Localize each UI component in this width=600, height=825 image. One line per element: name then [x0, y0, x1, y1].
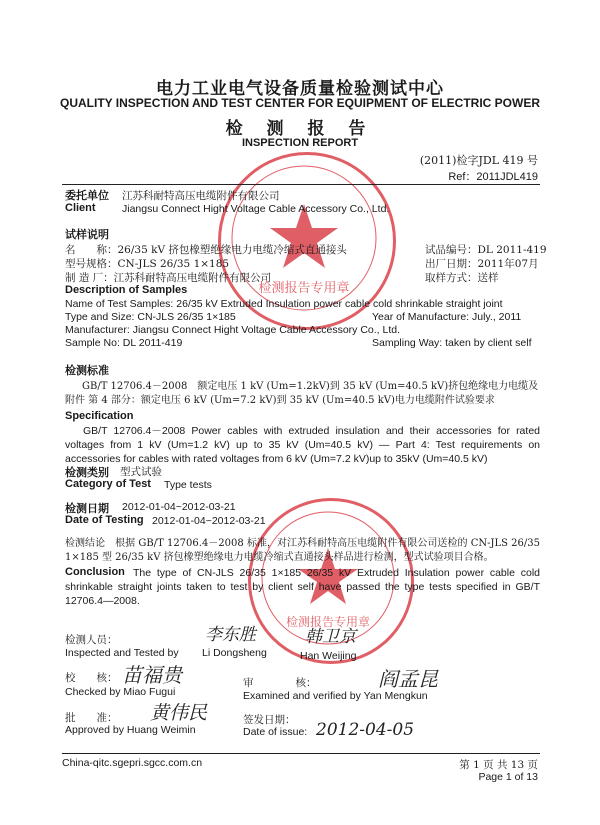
- conclusion-label-en: Conclusion: [65, 566, 125, 578]
- center-title-en: QUALITY INSPECTION AND TEST CENTER FOR EQUIPMENT OF ELECTRIC POWER: [59, 96, 541, 110]
- sample-type-cn: 型号规格：CN-JLS 26/35 1×185: [65, 258, 230, 270]
- client-label-en: Client: [65, 202, 96, 214]
- testing-date-value-cn: 2012-01-04~2012-03-21: [122, 501, 236, 513]
- inspector1-name: Li Dongsheng: [202, 647, 267, 659]
- examined-label-cn: 审 核：: [243, 677, 317, 689]
- checked-label-cn: 校 核：: [65, 672, 118, 684]
- testing-date-value-en: 2012-01-04~2012-03-21: [152, 515, 266, 527]
- approved-label-cn: 批 准：: [65, 712, 118, 724]
- category-label-en: Category of Test: [65, 478, 151, 490]
- reference-number-cn: (2011)检字JDL 419 号: [419, 154, 538, 167]
- category-label-cn: 检测类别: [65, 466, 109, 479]
- sample-number-en: Sample No: DL 2011-419: [65, 337, 183, 349]
- reference-number-en: Ref：2011JDL419: [448, 171, 538, 183]
- svg-text:检测报告专用章: 检测报告专用章: [258, 281, 350, 296]
- standard-heading-cn: 检测标准: [65, 364, 109, 377]
- testing-date-label-en: Date of Testing: [65, 514, 144, 526]
- samples-heading-en: Description of Samples: [65, 284, 188, 296]
- client-value-cn: 江苏科耐特高压电缆附件有限公司: [122, 190, 280, 202]
- conclusion-text-en: The type of CN-JLS 26/35 1×185 26/35 kV Extruded Insulation power cable cold shrinkable straight joints taken to test by client self have passed the type tests specified in GB/T 12706.4—2008.: [65, 567, 540, 607]
- sample-name-cn: 名 称：26/35 kV 挤包橡塑绝缘电力电缆冷缩式直通接头: [65, 244, 347, 256]
- sampling-way-cn: 取样方式：送样: [425, 272, 499, 284]
- sample-name-en: Name of Test Samples: 26/35 kV Extruded Insulation power cable cold shrinkable straight joint: [65, 298, 503, 310]
- samples-heading-cn: 试样说明: [65, 228, 109, 241]
- footer-divider: [62, 753, 540, 754]
- specification-heading-en: Specification: [65, 410, 134, 422]
- client-label-cn: 委托单位: [65, 189, 109, 202]
- approved-label-en: Approved by Huang Weimin: [65, 724, 196, 736]
- inspectors-label-cn: 检测人员：: [65, 634, 118, 646]
- examiner-signature: 阎孟昆: [378, 667, 438, 691]
- footer-page-cn: 第 1 页 共 13 页: [459, 759, 538, 771]
- checked-label-en: Checked by Miao Fugui: [65, 686, 176, 698]
- category-value-en: Type tests: [164, 479, 212, 491]
- manufacture-year-cn: 出厂日期：2011年07月: [425, 258, 539, 270]
- inspector2-signature: 韩卫京: [305, 627, 356, 647]
- approver-signature: 黄伟民: [150, 702, 208, 724]
- issue-date-handwritten: 2012-04-05: [316, 720, 415, 740]
- sample-number-cn: 试品编号：DL 2011-419: [425, 244, 547, 256]
- header-divider: [62, 184, 540, 185]
- manufacturer-en: Manufacturer: Jiangsu Connect Hight Voltage Cable Accessory Co., Ltd.: [65, 324, 401, 336]
- report-title-en: INSPECTION REPORT: [241, 137, 359, 149]
- inspector1-signature: 李东胜: [205, 625, 256, 645]
- inspector2-name: Han Weijing: [300, 650, 357, 662]
- sampling-way-en: Sampling Way: taken by client self: [372, 337, 532, 349]
- svg-text:检测报告专用章: 检测报告专用章: [285, 615, 371, 629]
- footer-page-en: Page 1 of 13: [478, 771, 538, 783]
- category-value-cn: 型式试验: [120, 466, 162, 478]
- client-value-en: Jiangsu Connect Hight Voltage Cable Accessory Co., Ltd.: [122, 203, 390, 215]
- standard-line2-cn: 附件 第 4 部分：额定电压 6 kV (Um=7.2 kV)到 35 kV (Um=40.5 kV)电力电缆附件试验要求: [65, 395, 495, 406]
- manufacture-year-en: Year of Manufacture: July., 2011: [372, 311, 522, 323]
- checker-signature: 苗福贵: [122, 663, 182, 687]
- conclusion-text-cn: 检测结论 根据 GB/T 12706.4－2008 标准，对江苏科耐特高压电缆附件有限公司送检的 CN-JLS 26/35 1×185 型 26/35 kV 挤包橡塑绝缘电力电缆冷缩式直通接头样品进行检测，型式试验项目合格。: [65, 538, 540, 563]
- footer-website: China-qitc.sgepri.sgcc.com.cn: [62, 757, 203, 769]
- testing-date-label-cn: 检测日期: [65, 502, 109, 515]
- issue-date-label-en: Date of issue:: [243, 726, 308, 738]
- report-title-cn: 检 测 报 告: [225, 119, 375, 139]
- inspectors-label-en: Inspected and Tested by: [65, 647, 179, 659]
- standard-line1-cn: GB/T 12706.4－2008 额定电压 1 kV (Um=1.2kV)到 35 kV (Um=40.5 kV)挤包绝缘电力电缆及: [82, 381, 539, 392]
- center-title-cn: 电力工业电气设备质量检验测试中心: [156, 79, 444, 99]
- issue-date-label-cn: 签发日期：: [243, 714, 296, 726]
- specification-text-en: GB/T 12706.4－2008 Power cables with extruded insulation and their accessories for rated voltages from 1 kV (Um=1.2 kV) up to 35 kV (Um=40.5 kV) — Part 4: Test requirements on accessories for cables with rated voltages from 6 kV (Um=7.2 kV)up to 35kV (Um=40.5 kV): [65, 425, 540, 465]
- sample-type-en: Type and Size: CN-JLS 26/35 1×185: [65, 311, 236, 323]
- examined-label-en: Examined and verified by Yan Mengkun: [243, 690, 428, 702]
- manufacturer-cn: 制 造 厂：江苏科耐特高压电缆附件有限公司: [65, 272, 272, 284]
